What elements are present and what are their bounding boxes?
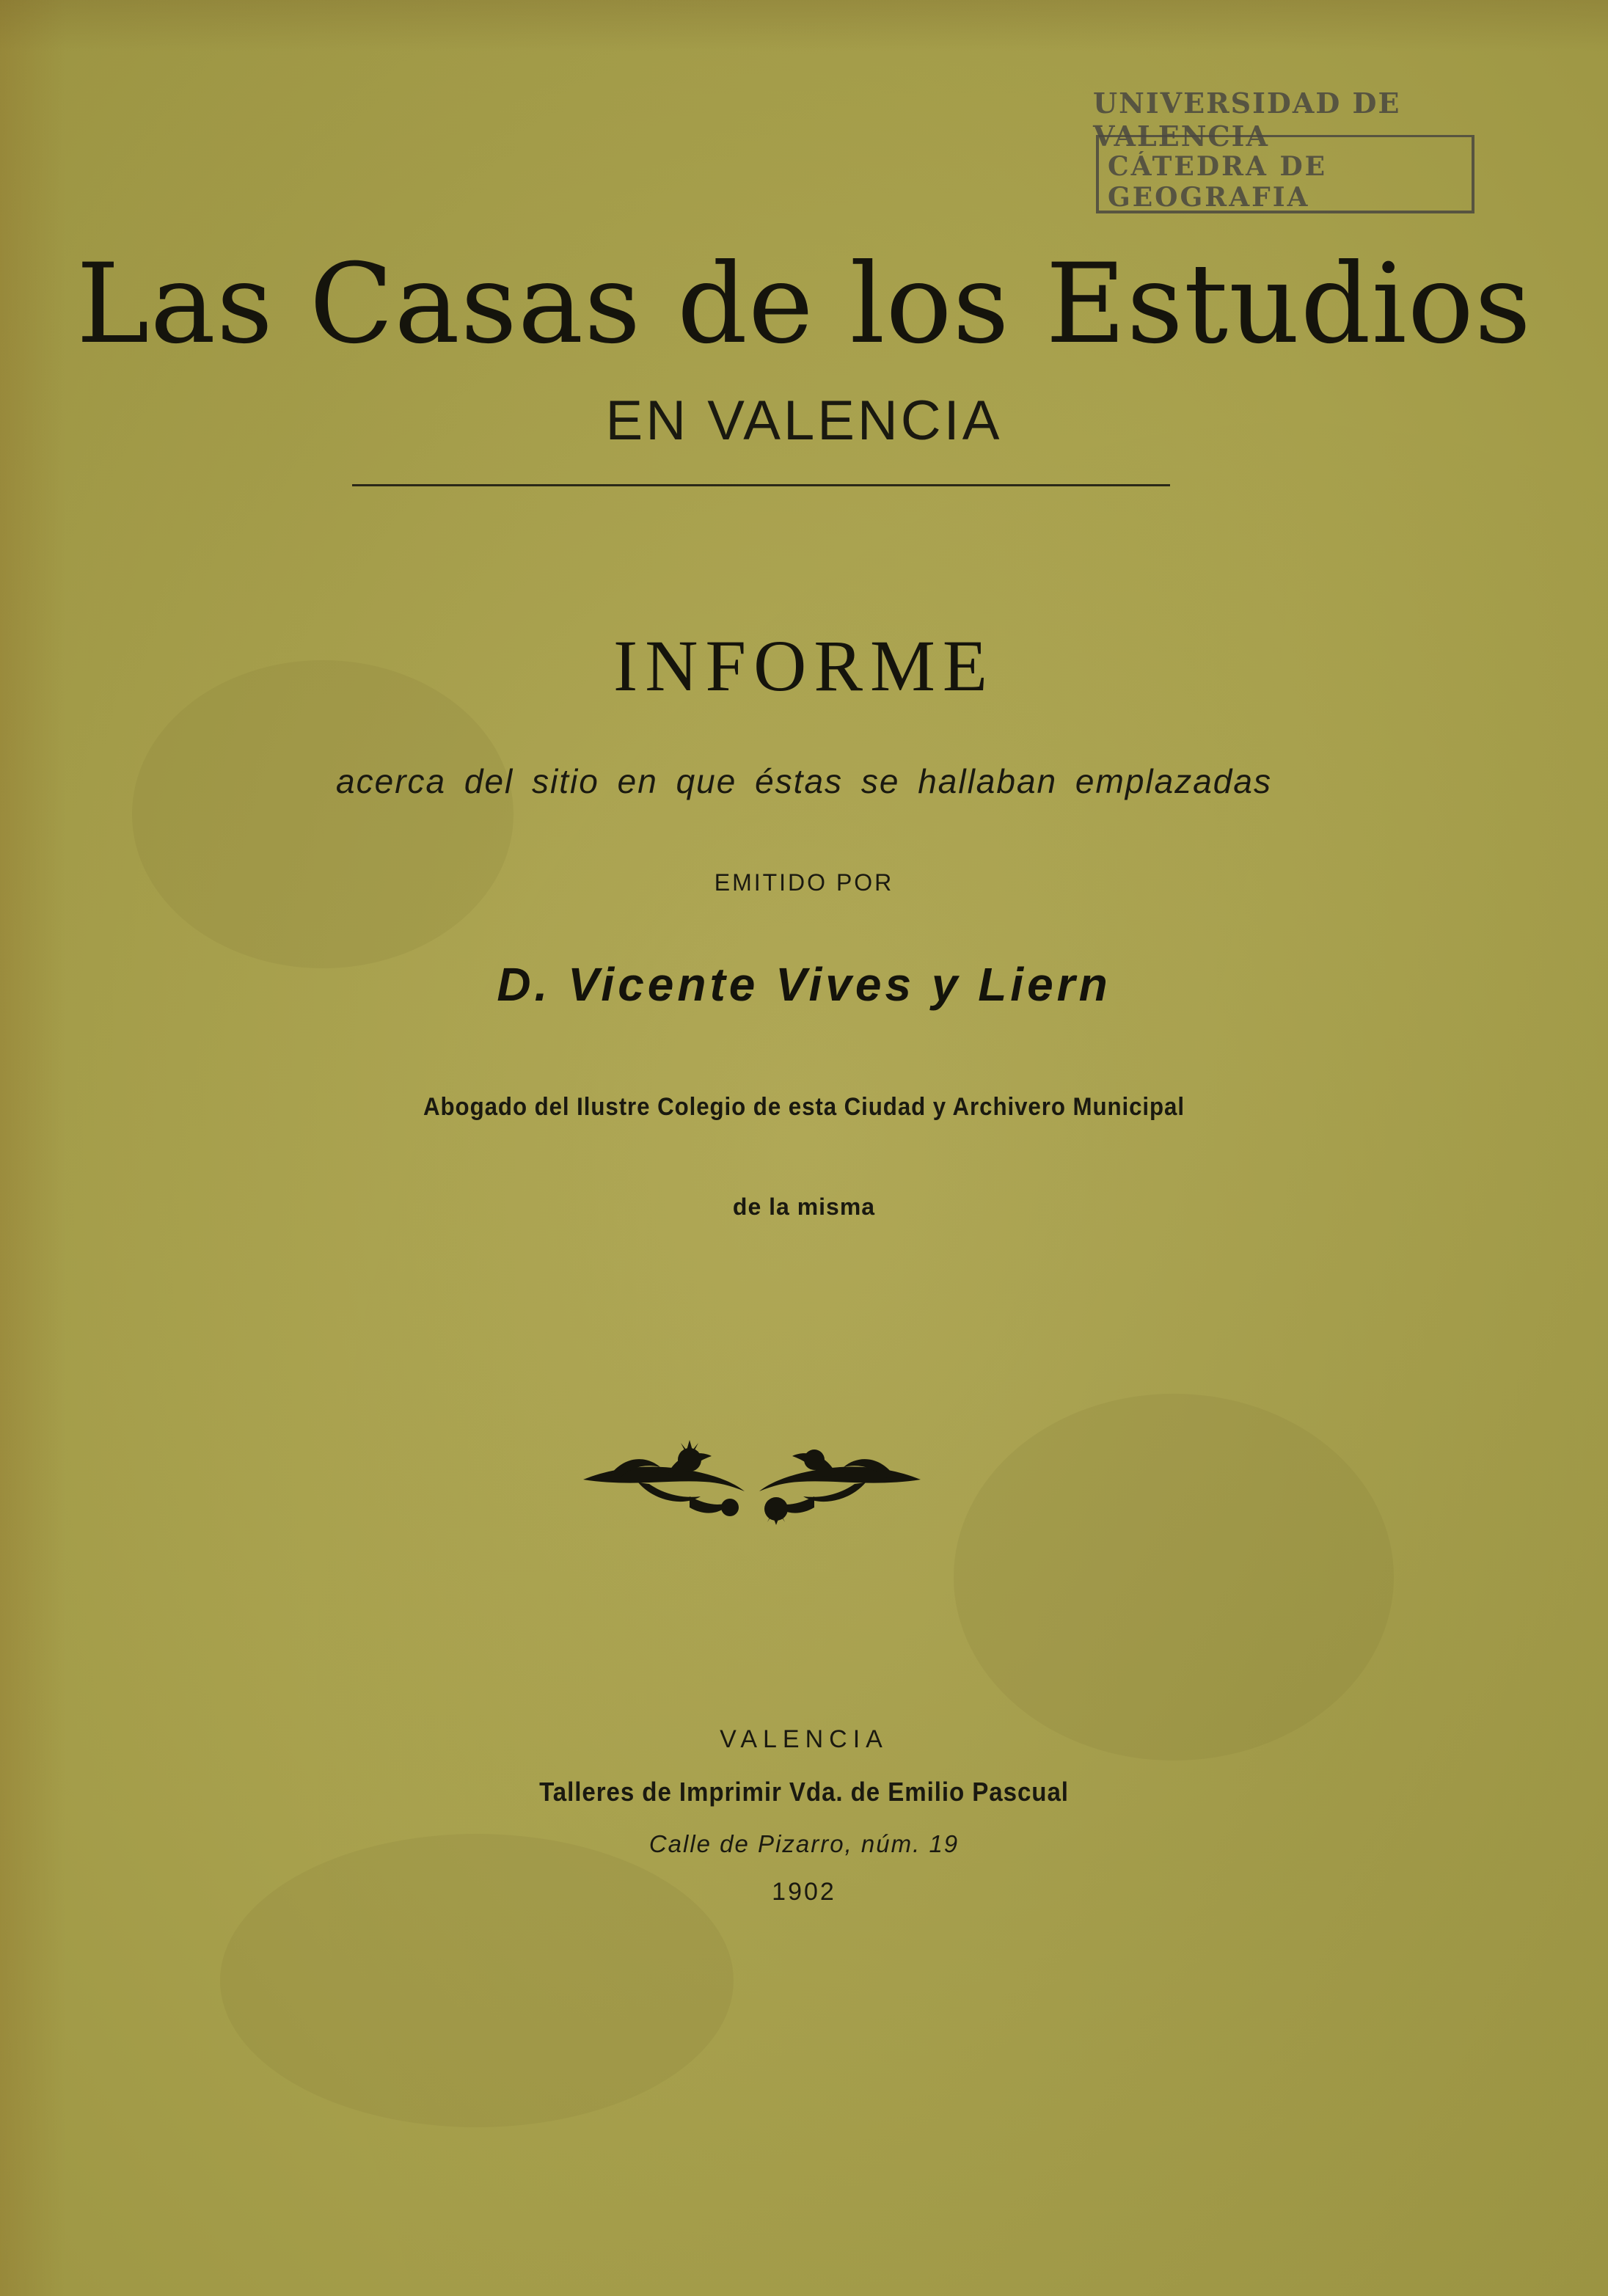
- imprint-address: Calle de Pizarro, núm. 19: [648, 1830, 960, 1857]
- title-divider: [352, 484, 1170, 486]
- paper-stain: [954, 1394, 1394, 1761]
- author-name: D. Vicente Vives y Liern: [497, 958, 1111, 1011]
- issued-by-label: EMITIDO POR: [714, 869, 894, 896]
- library-stamp: [1086, 81, 1482, 220]
- stamp-department: CÁTEDRA DE GEOGRAFIA: [1108, 151, 1328, 213]
- imprint-printer: Talleres de Imprimir Vda. de Emilio Pascual: [539, 1777, 1069, 1807]
- report-heading: INFORME: [613, 625, 995, 706]
- author-role: Abogado del Ilustre Colegio de esta Ciudad y Archivero Municipal: [423, 1093, 1185, 1121]
- stamp-university: UNIVERSIDAD DE VALENCIA: [1093, 87, 1401, 153]
- floral-ornament-icon: [580, 1434, 924, 1526]
- imprint-year: 1902: [772, 1878, 836, 1906]
- cover-subtitle: EN VALENCIA: [605, 390, 1003, 452]
- report-description: acerca del sitio en que éstas se hallaban emplazadas: [336, 762, 1272, 800]
- author-role-continued: de la misma: [732, 1193, 876, 1220]
- imprint-city: VALENCIA: [720, 1725, 888, 1753]
- cover-title: Las Casas de los Estudios: [76, 241, 1532, 368]
